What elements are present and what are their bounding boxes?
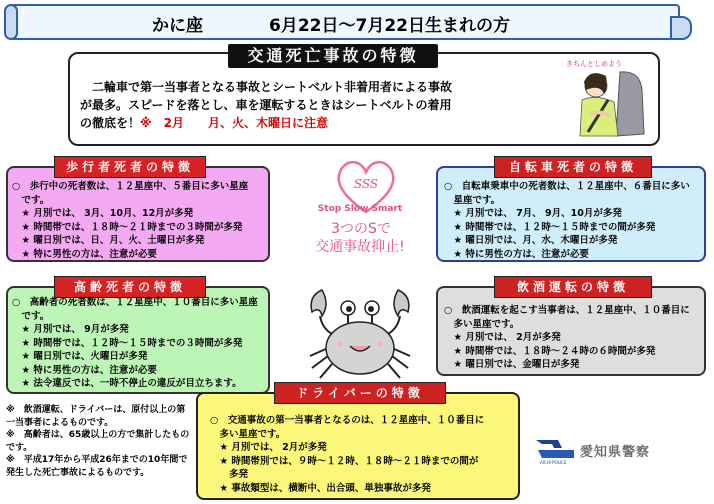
slogan-japanese-line-1: 3つのSで bbox=[331, 221, 391, 237]
zodiac-sign-title: かに座 bbox=[152, 16, 203, 36]
list-item: ★ 月別では、 3月、10月、12月が多発 bbox=[12, 208, 194, 219]
list-item: ★ 曜日別では、金曜日が多発 bbox=[444, 359, 580, 370]
list-item: ○ 交通事故の第一当事者となるのは、１２星座中、１０番目に bbox=[210, 415, 485, 426]
list-item: ★ 法令違反では、一時不停止の違反が目立ちます。 bbox=[12, 378, 242, 389]
list-item: ★ 時間帯では、１２時～１５時までの間が多発 bbox=[444, 221, 656, 233]
list-item: 多い星座です。 bbox=[210, 428, 286, 440]
list-item: ○ 飲酒運転を起こす当事者は、１２星座中、１０番目に bbox=[444, 305, 690, 316]
police-emblem-text: AICHI POLICE bbox=[540, 460, 567, 465]
list-item: ★ 時間帯では、１２時～１５時までの３時間が多発 bbox=[12, 337, 243, 349]
slogan-english: Stop Slow Smart bbox=[317, 204, 403, 214]
footnote: ※ 高齢者は、65歳以上の方で集計したものです。 bbox=[6, 430, 190, 453]
list-item: ★ 特に男性の方は、注意が必要 bbox=[12, 364, 157, 376]
list-item: です。 bbox=[12, 310, 50, 322]
traffic-warning-note: ※ 2月 月、火、木曜日に注意 bbox=[140, 116, 329, 130]
list-item: ○ 高齢者の死者数は、１２星座中、１０番目に多い星座 bbox=[12, 297, 258, 308]
list-item: ★ 月別では、 9月が多発 bbox=[12, 324, 129, 335]
slogan-japanese-line-2: 交通事故抑止! bbox=[315, 239, 405, 255]
pedestrian-list bbox=[12, 180, 248, 261]
list-item: ○ 歩行中の死者数は、１２星座中、５番目に多い星座 bbox=[12, 181, 249, 192]
list-item: ★ 時間帯では、１８時～２１時までの３時間が多発 bbox=[12, 221, 243, 233]
elderly-list bbox=[12, 296, 258, 391]
list-item: ★ 月別では、 7月、 9月、10月が多発 bbox=[444, 208, 622, 219]
seatbelt-illustration bbox=[560, 56, 656, 142]
list-item: ★ 曜日別では、月、水、木曜日が多発 bbox=[444, 235, 618, 246]
list-item: 星座です。 bbox=[444, 194, 501, 206]
list-item: です。 bbox=[12, 194, 50, 206]
bicycle-title: 自転車死者の特徴 bbox=[494, 156, 652, 178]
pedestrian-title: 歩行者死者の特徴 bbox=[54, 156, 206, 178]
birth-date-range: 6月22日～7月22日生まれの方 bbox=[269, 16, 510, 36]
traffic-fatality-text bbox=[80, 78, 560, 132]
header-banner bbox=[10, 4, 680, 40]
traffic-line-2: が最多。スピードを落とし、車を運転するときはシートベルトの着用 bbox=[80, 98, 452, 112]
driver-list bbox=[210, 414, 484, 495]
bicycle-list bbox=[444, 180, 690, 261]
drunk-driving-list bbox=[444, 304, 690, 372]
list-item: 多い星座です。 bbox=[444, 318, 520, 330]
elderly-title: 高齢死者の特徴 bbox=[54, 276, 206, 298]
list-item: ○ 自転車乗車中の死者数は、１２星座中、６番目に多い bbox=[444, 181, 690, 192]
list-item: ★ 曜日別では、日、月、火、土曜日が多発 bbox=[12, 235, 205, 246]
police-name: 愛知県警察 bbox=[580, 445, 651, 460]
traffic-line-3 bbox=[80, 114, 560, 132]
footnote: ※ 平成17年から平成26年までの10年間で発生した死亡事故によるものです。 bbox=[6, 455, 188, 478]
crab-mascot-icon bbox=[300, 276, 420, 386]
drunk-driving-title: 飲酒運転の特徴 bbox=[494, 276, 652, 298]
list-item: ★ 月別では、 2月が多発 bbox=[444, 332, 561, 343]
list-item: ★ 曜日別では、火曜日が多発 bbox=[12, 351, 148, 362]
driver-title: ドライバーの特徴 bbox=[274, 382, 446, 404]
traffic-line-1: 二輪車で第一当事者となる事故とシートベルト非着用者による事故 bbox=[80, 80, 453, 94]
footnote: ※ 飲酒運転、ドライバーは、原付以上の第一当事者によるものです。 bbox=[6, 405, 186, 428]
list-item: ★ 月別では、 2月が多発 bbox=[210, 442, 327, 453]
list-item: ★ 特に男性の方は、注意が必要 bbox=[444, 248, 589, 260]
list-item: ★ 特に男性の方は、注意が必要 bbox=[12, 248, 157, 260]
traffic-line-3-text: の徹底を！ bbox=[80, 116, 141, 130]
traffic-fatality-title: 交通死亡事故の特徴 bbox=[228, 44, 438, 68]
list-item: 多発 bbox=[210, 469, 249, 480]
banner-scroll-right bbox=[670, 16, 692, 40]
list-item: ★ 時間帯別では、９時～１２時、１８時～２１時までの間が bbox=[210, 455, 479, 467]
sss-heart-text: SSS bbox=[353, 177, 379, 191]
footnotes bbox=[6, 404, 194, 479]
banner-scroll-left bbox=[4, 4, 18, 40]
list-item: ★ 事故類型は、横断中、出合頭、単独事故が多発 bbox=[210, 482, 431, 494]
list-item: ★ 時間帯では、１８時～２４時の６時間が多発 bbox=[444, 345, 656, 357]
illustration-caption: きちんとしめよう bbox=[566, 60, 622, 68]
